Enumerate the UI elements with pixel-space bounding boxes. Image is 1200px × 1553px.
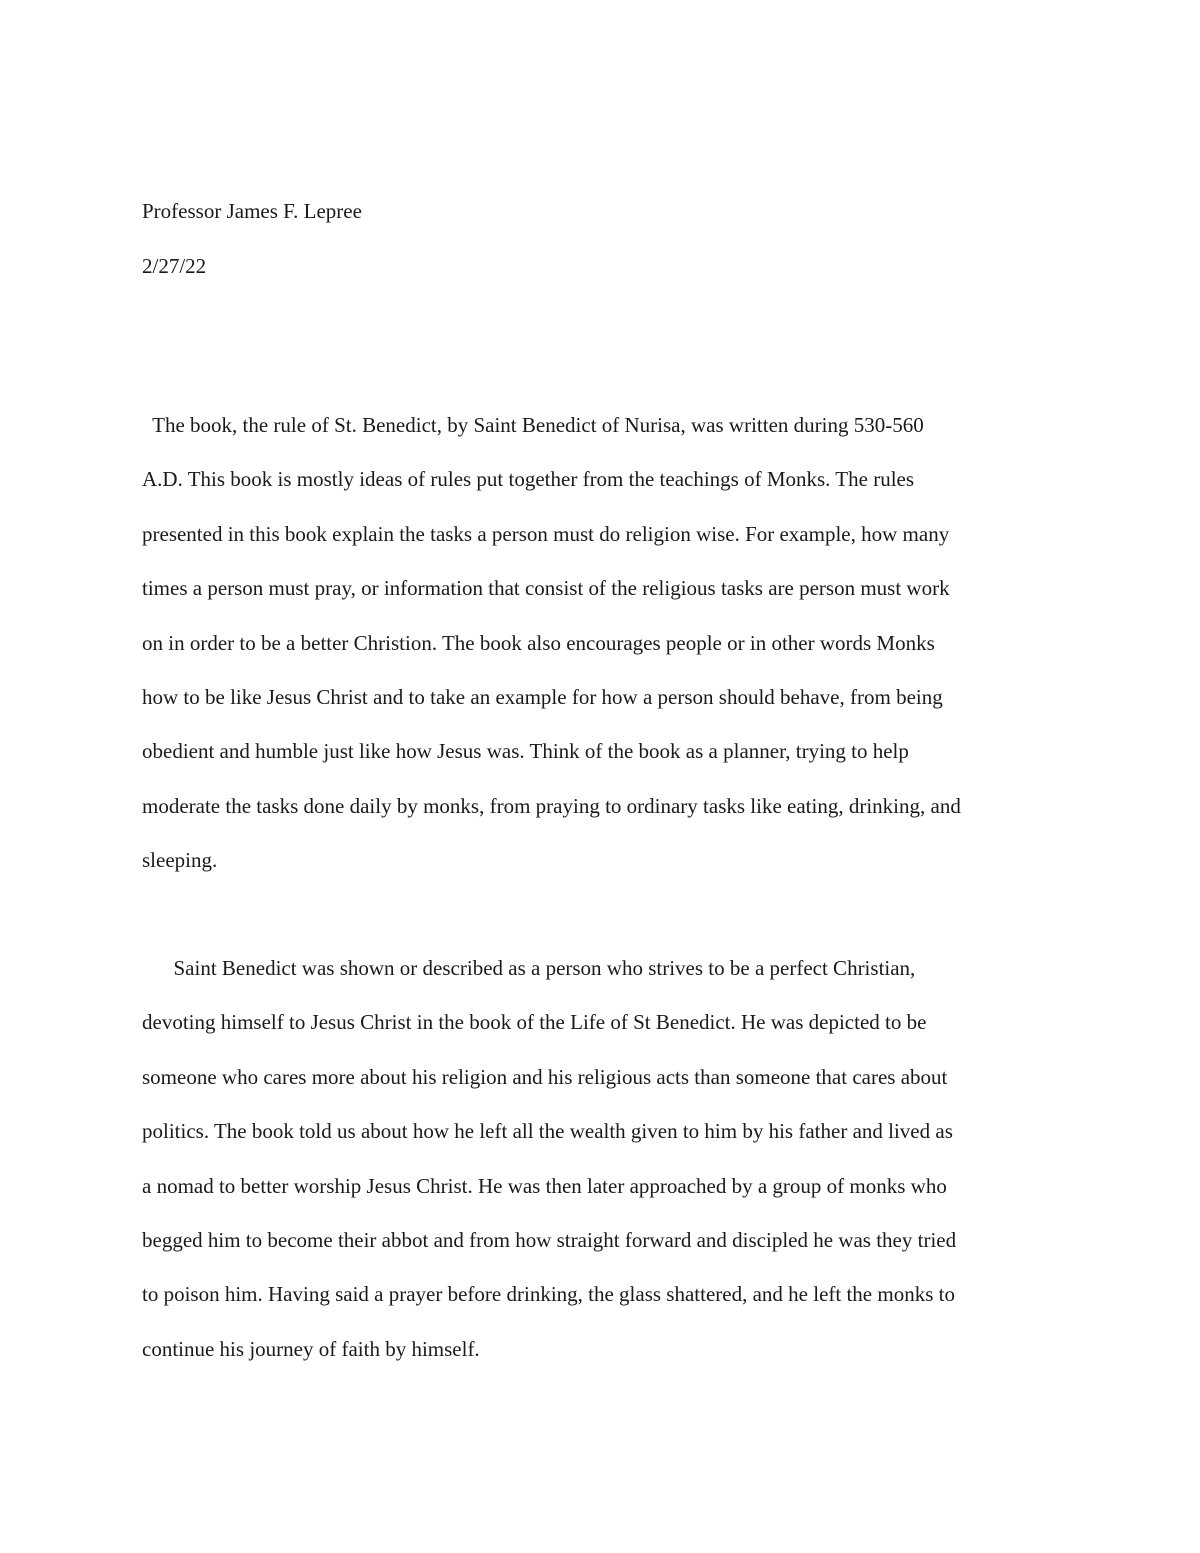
paragraph-line: moderate the tasks done daily by monks, from praying to ordinary tasks like eating, drinking, and bbox=[142, 793, 961, 818]
paragraph-2 bbox=[142, 941, 1070, 1376]
paragraph-line: The book, the rule of St. Benedict, by Saint Benedict of Nurisa, was written during 530-560 bbox=[142, 413, 924, 437]
paragraph-line: Saint Benedict was shown or described as a person who strives to be a perfect Christian, bbox=[142, 956, 916, 980]
paragraph-line: obedient and humble just like how Jesus was. Think of the book as a planner, trying to help bbox=[142, 739, 909, 764]
paragraph-line: presented in this book explain the tasks a person must do religion wise. For example, how many bbox=[142, 521, 950, 546]
paragraph-line: a nomad to better worship Jesus Christ. He was then later approached by a group of monks who bbox=[142, 1173, 947, 1198]
paragraph-line: begged him to become their abbot and from how straight forward and discipled he was they tried bbox=[142, 1228, 957, 1253]
paragraph-line: times a person must pray, or information that consist of the religious tasks are person must work bbox=[142, 576, 950, 601]
paragraph-line: someone who cares more about his religion and his religious acts than someone that cares about bbox=[142, 1064, 948, 1089]
paragraph-1 bbox=[142, 398, 1070, 888]
paragraph-line: politics. The book told us about how he left all the wealth given to him by his father and lived as bbox=[142, 1119, 953, 1144]
paragraph-line: to poison him. Having said a prayer before drinking, the glass shattered, and he left the monks to bbox=[142, 1282, 955, 1307]
paragraph-line: sleeping. bbox=[142, 848, 218, 873]
paragraph-line: on in order to be a better Christion. The book also encourages people or in other words Monks bbox=[142, 630, 935, 655]
paragraph-line: A.D. This book is mostly ideas of rules put together from the teachings of Monks. The rules bbox=[142, 467, 915, 492]
paragraph-line: continue his journey of faith by himself. bbox=[142, 1336, 480, 1361]
professor-name: Professor James F. Lepree bbox=[142, 199, 362, 223]
paragraph-line: how to be like Jesus Christ and to take an example for how a person should behave, from being bbox=[142, 685, 943, 710]
document-date: 2/27/22 bbox=[142, 254, 207, 278]
paragraph-line: devoting himself to Jesus Christ in the book of the Life of St Benedict. He was depicted to be bbox=[142, 1010, 927, 1035]
